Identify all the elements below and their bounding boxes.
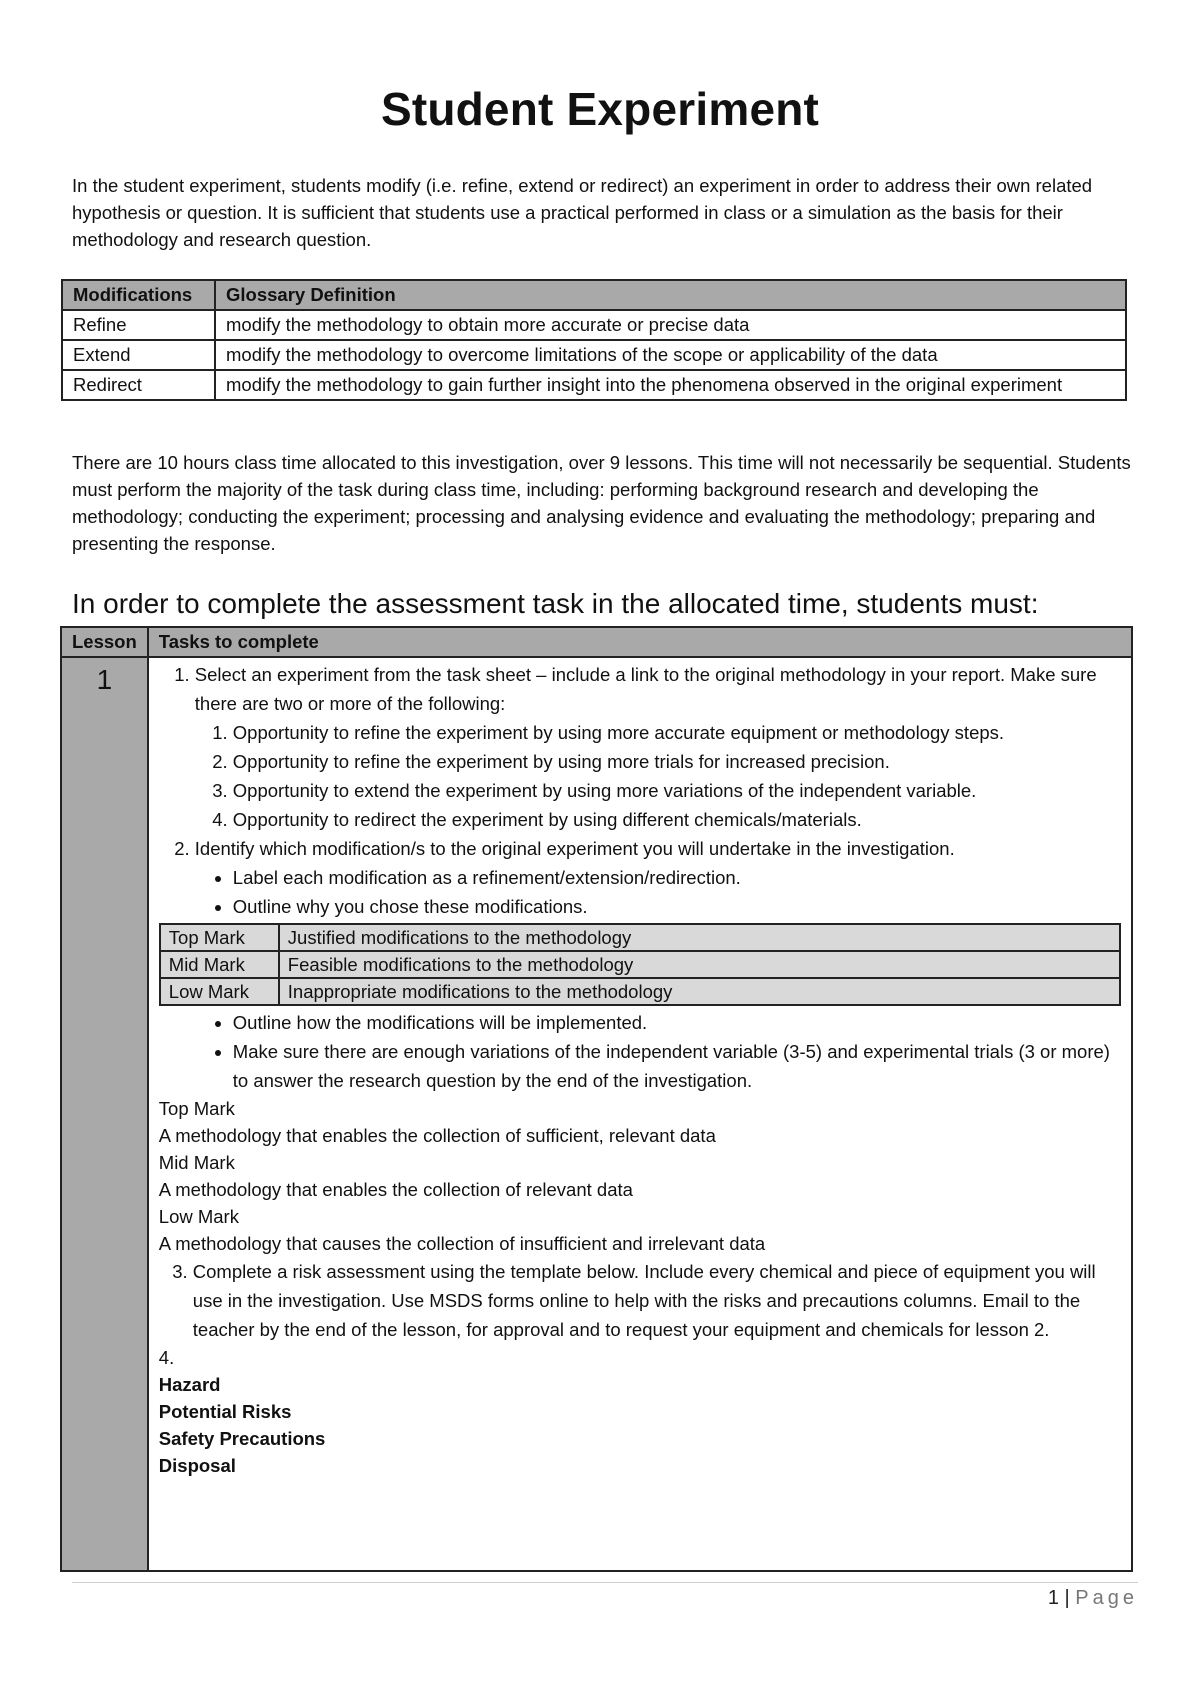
- time-allocation-paragraph: There are 10 hours class time allocated to this investigation, over 9 lessons. This time will not necessarily be sequential. Students must perform the majority of the task during class time, including: performing background research and developing the methodology; conducting the experiment; processing and analysing evidence and evaluating the methodology; preparing and presenting the response.: [72, 452, 1131, 554]
- page-label: Page: [1075, 1587, 1138, 1609]
- task-2-text: Identify which modification/s to the original experiment you will undertake in the investigation.: [194, 838, 955, 859]
- page-number: 1: [1047, 1587, 1059, 1609]
- risk-column-disposal: Disposal: [158, 1455, 236, 1476]
- mark-description: A methodology that enables the collection of sufficient, relevant data: [158, 1125, 716, 1146]
- mark-label: Mid Mark: [158, 1152, 235, 1173]
- section-heading: In order to complete the assessment task in the allocated time, students must:: [72, 588, 1039, 619]
- tasks-header: Tasks to complete: [148, 627, 1132, 657]
- rubric-row: [160, 978, 1120, 1005]
- glossary-header-row: [62, 280, 1126, 310]
- risk-column-safety-precautions: Safety Precautions: [158, 1428, 326, 1449]
- mark-label: Low Mark: [158, 1206, 239, 1227]
- glossary-table: [61, 279, 1127, 401]
- task-2-more-bullets: [159, 1008, 1121, 1095]
- rubric-description: Feasible modifications to the methodology: [279, 951, 1120, 978]
- list-item: 1. Opportunity to refine the experiment by using more accurate equipment or methodology steps.: [233, 718, 1121, 747]
- glossary-definition: modify the methodology to obtain more accurate or precise data: [215, 310, 1126, 340]
- glossary-term: Redirect: [62, 370, 215, 400]
- rubric-description: Justified modifications to the methodology: [279, 924, 1120, 951]
- list-item: • Make sure there are enough variations of the independent variable (3-5) and experimental trials (3 or more) to answer the research question by the end of the investigation.: [233, 1037, 1121, 1095]
- lesson-tasks: [148, 657, 1132, 1571]
- glossary-definition: modify the methodology to overcome limitations of the scope or applicability of the data: [215, 340, 1126, 370]
- glossary-definition: modify the methodology to gain further insight into the phenomena observed in the original experiment: [215, 370, 1126, 400]
- rubric-row: [160, 924, 1120, 951]
- rubric-row: [160, 951, 1120, 978]
- mark-label: Top Mark: [158, 1098, 235, 1119]
- mark-description: A methodology that enables the collection of relevant data: [158, 1179, 633, 1200]
- risk-column-hazard: Hazard: [158, 1374, 221, 1395]
- lesson-number: 1: [61, 657, 148, 1571]
- risk-column-potential-risks: Potential Risks: [158, 1401, 292, 1422]
- page-footer: [1048, 1587, 1138, 1610]
- task-item: 3. Complete a risk assessment using the template below. Include every chemical and piece of equipment you will use in the investigation. Use MSDS forms online to help with the risks and precautions columns. Email to the teacher by the end of the lesson, for approval and to request your equipment and chemicals for lesson 2.: [193, 1257, 1121, 1344]
- task-list-continued: [159, 1257, 1121, 1344]
- task-item: [195, 660, 1121, 834]
- list-item: • Outline why you chose these modifications.: [233, 892, 1121, 921]
- task-4-label: 4.: [158, 1347, 175, 1368]
- rubric-table: [159, 923, 1121, 1006]
- rubric-mark: Top Mark: [160, 924, 279, 951]
- page-title: Student Experiment: [380, 83, 820, 135]
- lesson-header-row: [61, 627, 1132, 657]
- lesson-task-table: [60, 626, 1133, 1572]
- task-1-options: [195, 718, 1121, 834]
- list-item: 2. Opportunity to refine the experiment by using more trials for increased precision.: [233, 747, 1121, 776]
- glossary-row: [62, 310, 1126, 340]
- lesson-header: Lesson: [61, 627, 148, 657]
- intro-paragraph: In the student experiment, students modify (i.e. refine, extend or redirect) an experiment in order to address their own related hypothesis or question. It is sufficient that students use a practical performed in class or a simulation as the basis for their methodology and research question.: [72, 175, 1093, 250]
- task-item: [195, 834, 1121, 921]
- footer-separator: |: [1064, 1587, 1070, 1609]
- glossary-header-modifications: Modifications: [62, 280, 215, 310]
- list-item: • Outline how the modifications will be implemented.: [233, 1008, 1121, 1037]
- rubric-mark: Mid Mark: [160, 951, 279, 978]
- list-item: 3. Opportunity to extend the experiment by using more variations of the independent variable.: [233, 776, 1121, 805]
- rubric-description: Inappropriate modifications to the methodology: [279, 978, 1120, 1005]
- task-1-text: Select an experiment from the task sheet – include a link to the original methodology in your report. Make sure there are two or more of the following:: [194, 664, 1097, 714]
- lesson-row: [61, 657, 1132, 1571]
- glossary-header-definition: Glossary Definition: [215, 280, 1126, 310]
- footer-divider: [72, 1582, 1138, 1583]
- glossary-row: [62, 370, 1126, 400]
- task-list: [159, 660, 1121, 921]
- task-2-bullets: [195, 863, 1121, 921]
- list-item: 4. Opportunity to redirect the experiment by using different chemicals/materials.: [233, 805, 1121, 834]
- list-item: • Label each modification as a refinement/extension/redirection.: [233, 863, 1121, 892]
- glossary-term: Refine: [62, 310, 215, 340]
- mark-description: A methodology that causes the collection of insufficient and irrelevant data: [158, 1233, 766, 1254]
- glossary-term: Extend: [62, 340, 215, 370]
- rubric-mark: Low Mark: [160, 978, 279, 1005]
- glossary-row: [62, 340, 1126, 370]
